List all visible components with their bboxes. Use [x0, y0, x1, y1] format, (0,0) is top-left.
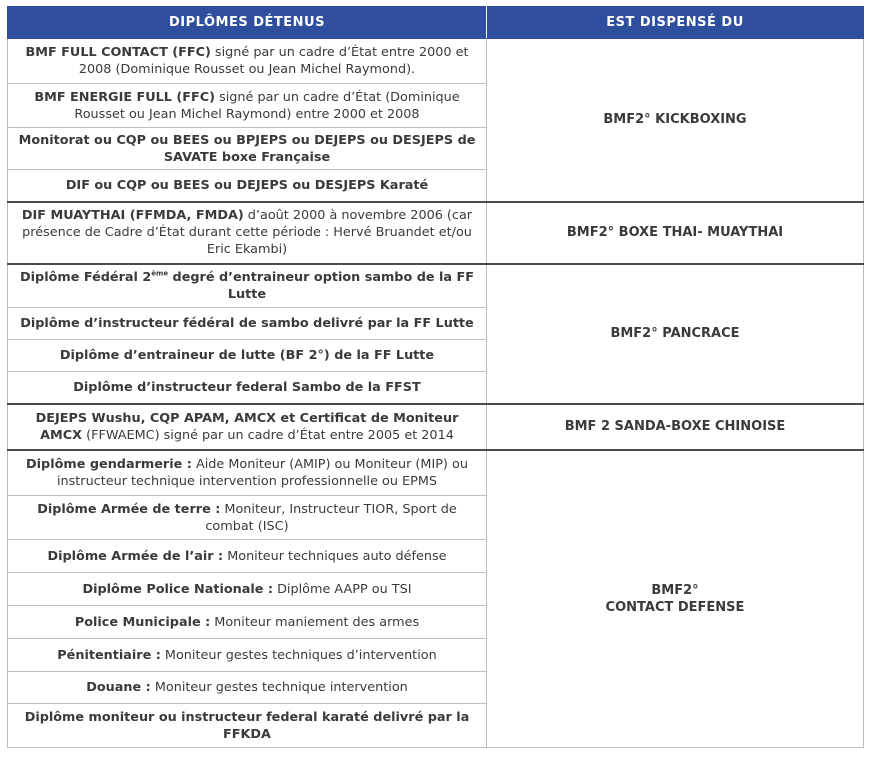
diplome-bold: Diplôme Police Nationale : [82, 581, 274, 597]
diplome-cell [8, 450, 487, 496]
diplome-bold: DIF ou CQP ou BEES ou DEJEPS ou DESJEPS Karaté [65, 177, 429, 193]
diplome-detail: signé par un cadre d’État entre 2000 et 2008 (Dominique Rousset ou Jean Michel Raymond). [78, 45, 469, 77]
diplome-detail: Diplôme AAPP ou TSI [273, 581, 412, 597]
dispense-cell-kickboxing: BMF2° KICKBOXING [487, 39, 864, 202]
table-row [8, 39, 864, 84]
diplome-bold: Diplôme d’instructeur fédéral de sambo delivré par la FF Lutte [20, 316, 474, 331]
diplome-cell [8, 573, 487, 606]
diplome-cell [8, 308, 487, 340]
dispense-cell-pancrace: BMF2° PANCRACE [487, 264, 864, 404]
diplome-cell [8, 704, 487, 748]
diplome-bold: Diplôme gendarmerie : [26, 456, 192, 472]
diplome-bold: DIF MUAYTHAI (FFMDA, FMDA) [21, 208, 244, 223]
dispense-line-2: CONTACT DEFENSE [605, 599, 745, 615]
dispense-line-1: BMF2° [651, 582, 699, 598]
diplome-bold-cont: degré d’entraineur option sambo de la FF Lutte [168, 269, 474, 302]
diplome-cell [8, 264, 487, 308]
diplome-cell [8, 170, 487, 202]
diplome-bold: Monitorat ou CQP ou BEES ou BPJEPS ou DEJEPS ou DESJEPS de SAVATE boxe Française [18, 132, 476, 165]
diplome-bold: Diplôme Fédéral 2 [20, 269, 152, 285]
diplome-cell [8, 128, 487, 170]
diplome-cell [8, 672, 487, 704]
diplome-cell [8, 39, 487, 84]
table-header-row [8, 7, 864, 39]
table-row [8, 450, 864, 496]
diplome-bold: Diplôme d’entraineur de lutte (BF 2°) de la FF Lutte [59, 348, 435, 363]
diplome-bold: Diplôme d’instructeur federal Sambo de la FFST [73, 379, 421, 395]
diplome-detail: Moniteur gestes techniques d’intervention [160, 647, 437, 663]
diplome-detail: Moniteur, Instructeur TIOR, Sport de combat (ISC) [205, 501, 457, 534]
dispense-cell-contact-defense [487, 450, 864, 748]
diplome-cell [8, 340, 487, 372]
diplome-bold: Diplôme moniteur ou instructeur federal karaté delivré par la FFKDA [24, 709, 470, 742]
diplome-bold: Diplôme Armée de l’air : [47, 548, 224, 564]
superscript: ème [151, 269, 169, 278]
diplome-bold: BMF ENERGIE FULL (FFC) [34, 89, 215, 105]
table-row [8, 202, 864, 264]
diplome-cell [8, 84, 487, 128]
dispense-cell-sanda: BMF 2 SANDA-BOXE CHINOISE [487, 404, 864, 450]
diplome-detail: Moniteur techniques auto défense [223, 548, 447, 564]
diplome-cell [8, 496, 487, 540]
diplome-bold: Pénitentiaire : [57, 647, 161, 663]
diplome-bold: DEJEPS Wushu, CQP APAM, AMCX et Certificat de Moniteur AMCX [35, 410, 459, 443]
dispense-cell-muaythai: BMF2° BOXE THAI- MUAYTHAI [487, 202, 864, 264]
table-row [8, 264, 864, 308]
diplome-detail: Moniteur maniement des armes [210, 614, 420, 630]
diplome-detail: Moniteur gestes technique intervention [150, 680, 408, 695]
header-dispense: EST DISPENSÉ DU [487, 7, 864, 39]
diplome-cell [8, 372, 487, 404]
diplome-cell [8, 540, 487, 573]
diplome-detail: signé par un cadre d’État (Dominique Rousset ou Jean Michel Raymond) entre 2000 et 2008 [74, 89, 460, 122]
diplome-cell [8, 639, 487, 672]
diplome-cell [8, 606, 487, 639]
table-row [8, 404, 864, 450]
diplome-bold: Police Municipale : [74, 614, 211, 630]
diplome-bold: Diplôme Armée de terre : [37, 501, 221, 517]
header-diplomes: DIPLÔMES DÉTENUS [8, 7, 487, 39]
diplome-detail: d’août 2000 à novembre 2006 (car présence de Cadre d’État durant cette période : Hervé Bruandet et/ou Eric Ekambi) [22, 208, 473, 257]
diplome-bold: Douane : [86, 680, 151, 695]
diplome-detail: (FFWAEMC) signé par un cadre d’État entre 2005 et 2014 [82, 427, 454, 443]
diplome-bold: BMF FULL CONTACT (FFC) [25, 45, 211, 60]
dispensations-table [7, 6, 864, 748]
diplome-cell [8, 202, 487, 264]
diplome-detail: Aide Moniteur (AMIP) ou Moniteur (MIP) ou instructeur technique intervention professionnelle ou EPMS [56, 456, 468, 489]
diplome-cell [8, 404, 487, 450]
